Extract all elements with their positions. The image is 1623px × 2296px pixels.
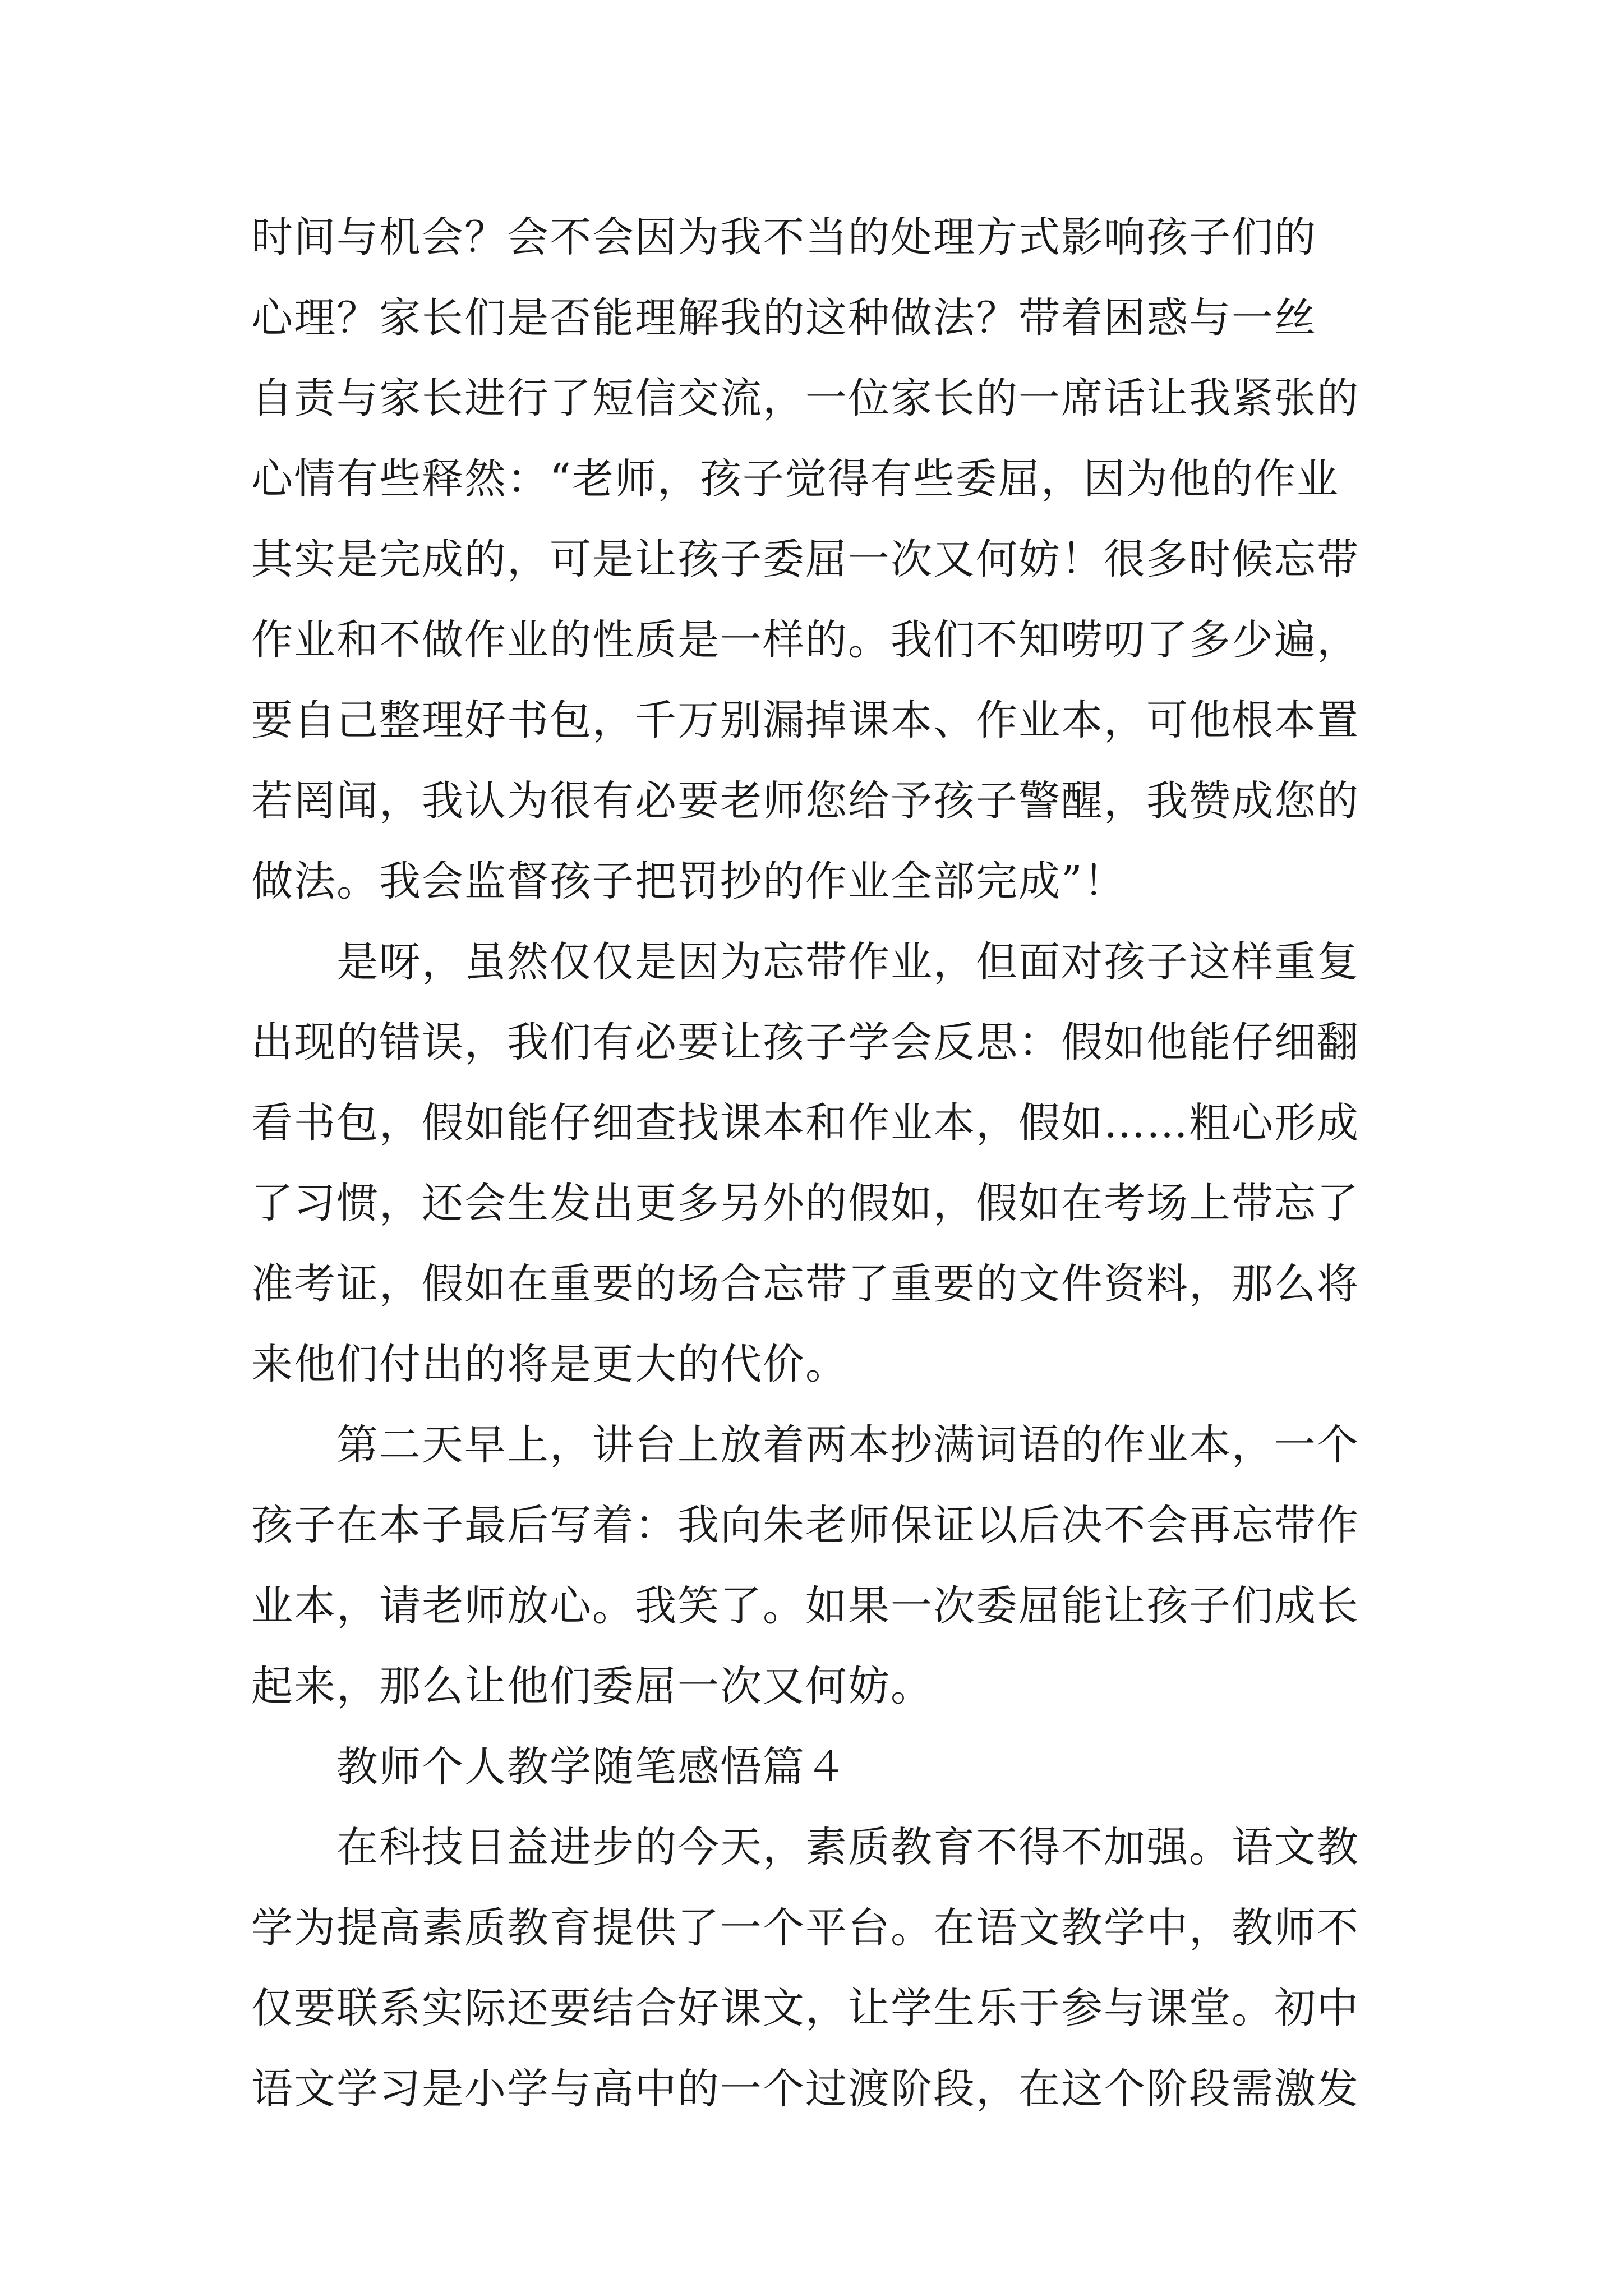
text-line: 心理？家长们是否能理解我的这种做法？带着困惑与一丝 <box>251 293 1317 342</box>
text-line: 出现的错误，我们有必要让孩子学会反思：假如他能仔细翻 <box>251 1018 1359 1066</box>
text-line: 在科技日益进步的今天，素质教育不得不加强。语文教 <box>336 1823 1359 1871</box>
text-line: 第二天早上，讲台上放着两本抄满词语的作业本，一个 <box>336 1420 1359 1469</box>
text-line: 自责与家长进行了短信交流，一位家长的一席话让我紧张的 <box>251 374 1359 422</box>
text-line: 看书包，假如能仔细查找课本和作业本，假如……粗心形成 <box>251 1098 1359 1147</box>
text-line: 其实是完成的，可是让孩子委屈一次又何妨！很多时候忘带 <box>251 535 1359 583</box>
text-line: 学为提高素质教育提供了一个平台。在语文教学中，教师不 <box>251 1903 1359 1952</box>
text-line: 来他们付出的将是更大的代价。 <box>251 1340 848 1388</box>
text-line: 做法。我会监督孩子把罚抄的作业全部完成”！ <box>251 857 1126 905</box>
body-text <box>251 197 1395 2129</box>
text-line: 若罔闻，我认为很有必要老师您给予孩子警醒，我赞成您的 <box>251 776 1359 825</box>
section-heading: 教师个人教学随笔感悟篇４ <box>336 1742 848 1791</box>
text-line: 准考证，假如在重要的场合忘带了重要的文件资料，那么将 <box>251 1259 1359 1308</box>
text-line: 仅要联系实际还要结合好课文，让学生乐于参与课堂。初中 <box>251 1984 1359 2032</box>
text-line: 时间与机会？会不会因为我不当的处理方式影响孩子们的 <box>251 213 1317 261</box>
text-line: 起来，那么让他们委屈一次又何妨。 <box>251 1662 933 1710</box>
text-line: 了习惯，还会生发出更多另外的假如，假如在考场上带忘了 <box>251 1179 1359 1227</box>
text-line: 心情有些释然：“老师，孩子觉得有些委屈，因为他的作业 <box>251 454 1339 503</box>
text-line: 要自己整理好书包，千万别漏掉课本、作业本，可他根本置 <box>251 696 1359 744</box>
text-line: 是呀，虽然仅仅是因为忘带作业，但面对孩子这样重复 <box>336 937 1359 986</box>
text-line: 业本，请老师放心。我笑了。如果一次委屈能让孩子们成长 <box>251 1581 1359 1630</box>
text-line: 语文学习是小学与高中的一个过渡阶段，在这个阶段需激发 <box>251 2064 1359 2113</box>
text-line: 孩子在本子最后写着：我向朱老师保证以后决不会再忘带作 <box>251 1501 1359 1549</box>
text-line: 作业和不做作业的性质是一样的。我们不知唠叨了多少遍， <box>251 615 1359 664</box>
